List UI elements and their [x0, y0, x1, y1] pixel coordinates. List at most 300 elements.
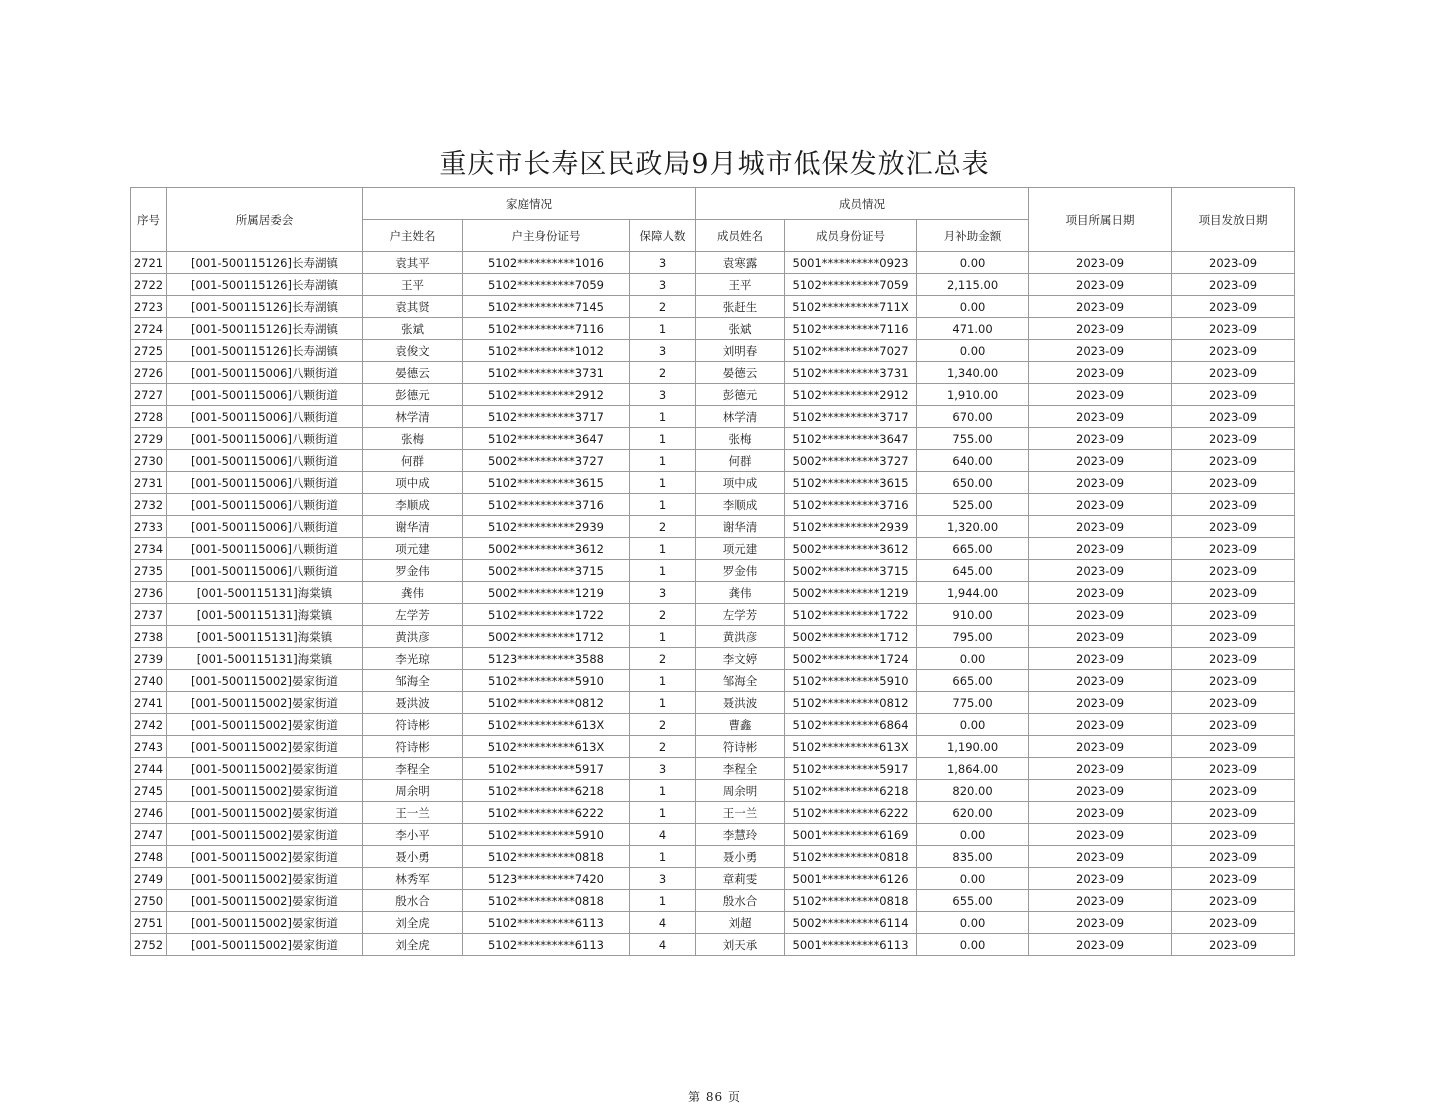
- cell-community: [001-500115002]晏家街道: [167, 868, 363, 890]
- table-row: [131, 362, 1295, 384]
- header-insured-count: 保障人数: [630, 220, 696, 252]
- header-head-id: 户主身份证号: [463, 220, 630, 252]
- cell-insured-count: 1: [630, 846, 696, 868]
- cell-project-date: 2023-09: [1029, 274, 1172, 296]
- cell-member-name: 聂洪波: [696, 692, 785, 714]
- cell-monthly-subsidy: 1,864.00: [917, 758, 1029, 780]
- cell-project-date: 2023-09: [1029, 582, 1172, 604]
- cell-community: [001-500115006]八颗街道: [167, 450, 363, 472]
- cell-insured-count: 3: [630, 582, 696, 604]
- cell-issue-date: 2023-09: [1172, 868, 1295, 890]
- cell-seq: 2737: [131, 604, 167, 626]
- cell-monthly-subsidy: 0.00: [917, 296, 1029, 318]
- cell-member-id: 5102**********3731: [785, 362, 917, 384]
- cell-head-id: 5102**********5910: [463, 824, 630, 846]
- cell-insured-count: 1: [630, 428, 696, 450]
- cell-member-name: 李文婷: [696, 648, 785, 670]
- table-row: [131, 538, 1295, 560]
- cell-head-name: 龚伟: [363, 582, 463, 604]
- cell-project-date: 2023-09: [1029, 296, 1172, 318]
- cell-community: [001-500115002]晏家街道: [167, 736, 363, 758]
- cell-head-id: 5102**********613X: [463, 736, 630, 758]
- cell-head-name: 项元建: [363, 538, 463, 560]
- cell-monthly-subsidy: 0.00: [917, 648, 1029, 670]
- cell-insured-count: 1: [630, 692, 696, 714]
- cell-seq: 2728: [131, 406, 167, 428]
- cell-member-name: 曹鑫: [696, 714, 785, 736]
- header-family-group: 家庭情况: [363, 188, 696, 220]
- cell-member-name: 王平: [696, 274, 785, 296]
- cell-head-name: 符诗彬: [363, 714, 463, 736]
- header-member-id: 成员身份证号: [785, 220, 917, 252]
- cell-community: [001-500115126]长寿湖镇: [167, 318, 363, 340]
- cell-monthly-subsidy: 525.00: [917, 494, 1029, 516]
- cell-member-name: 项中成: [696, 472, 785, 494]
- cell-insured-count: 1: [630, 802, 696, 824]
- cell-head-id: 5102**********3647: [463, 428, 630, 450]
- header-project-date: 项目所属日期: [1029, 188, 1172, 252]
- cell-member-id: 5001**********0923: [785, 252, 917, 274]
- cell-seq: 2730: [131, 450, 167, 472]
- cell-head-name: 邹海全: [363, 670, 463, 692]
- cell-monthly-subsidy: 2,115.00: [917, 274, 1029, 296]
- cell-member-name: 晏德云: [696, 362, 785, 384]
- cell-community: [001-500115131]海棠镇: [167, 582, 363, 604]
- cell-monthly-subsidy: 0.00: [917, 868, 1029, 890]
- cell-member-id: 5001**********6126: [785, 868, 917, 890]
- header-member-name: 成员姓名: [696, 220, 785, 252]
- cell-member-id: 5102**********5910: [785, 670, 917, 692]
- table-row: [131, 890, 1295, 912]
- table-body: [131, 252, 1295, 956]
- cell-head-name: 罗金伟: [363, 560, 463, 582]
- cell-issue-date: 2023-09: [1172, 670, 1295, 692]
- cell-head-name: 李光琼: [363, 648, 463, 670]
- cell-community: [001-500115002]晏家街道: [167, 890, 363, 912]
- cell-member-id: 5002**********3715: [785, 560, 917, 582]
- cell-head-name: 李顺成: [363, 494, 463, 516]
- cell-project-date: 2023-09: [1029, 692, 1172, 714]
- cell-head-name: 何群: [363, 450, 463, 472]
- cell-issue-date: 2023-09: [1172, 582, 1295, 604]
- cell-head-id: 5102**********6222: [463, 802, 630, 824]
- cell-community: [001-500115126]长寿湖镇: [167, 340, 363, 362]
- cell-head-name: 聂洪波: [363, 692, 463, 714]
- cell-member-name: 李程全: [696, 758, 785, 780]
- cell-member-id: 5002**********3612: [785, 538, 917, 560]
- cell-monthly-subsidy: 0.00: [917, 340, 1029, 362]
- cell-project-date: 2023-09: [1029, 362, 1172, 384]
- cell-project-date: 2023-09: [1029, 318, 1172, 340]
- cell-head-id: 5123**********7420: [463, 868, 630, 890]
- cell-issue-date: 2023-09: [1172, 648, 1295, 670]
- cell-insured-count: 3: [630, 758, 696, 780]
- cell-issue-date: 2023-09: [1172, 736, 1295, 758]
- cell-head-name: 张斌: [363, 318, 463, 340]
- cell-head-name: 周余明: [363, 780, 463, 802]
- header-issue-date: 项目发放日期: [1172, 188, 1295, 252]
- cell-monthly-subsidy: 1,944.00: [917, 582, 1029, 604]
- cell-head-id: 5102**********7145: [463, 296, 630, 318]
- cell-issue-date: 2023-09: [1172, 296, 1295, 318]
- cell-insured-count: 2: [630, 714, 696, 736]
- cell-member-name: 林学清: [696, 406, 785, 428]
- cell-insured-count: 1: [630, 406, 696, 428]
- cell-member-id: 5002**********3727: [785, 450, 917, 472]
- cell-head-name: 黄洪彦: [363, 626, 463, 648]
- cell-member-id: 5102**********3716: [785, 494, 917, 516]
- cell-head-name: 袁俊文: [363, 340, 463, 362]
- cell-member-id: 5102**********3647: [785, 428, 917, 450]
- cell-seq: 2749: [131, 868, 167, 890]
- table-row: [131, 560, 1295, 582]
- table-row: [131, 384, 1295, 406]
- cell-member-name: 聂小勇: [696, 846, 785, 868]
- cell-monthly-subsidy: 665.00: [917, 538, 1029, 560]
- cell-issue-date: 2023-09: [1172, 428, 1295, 450]
- cell-member-id: 5102**********0818: [785, 890, 917, 912]
- cell-community: [001-500115131]海棠镇: [167, 604, 363, 626]
- cell-insured-count: 1: [630, 318, 696, 340]
- table-row: [131, 626, 1295, 648]
- cell-monthly-subsidy: 835.00: [917, 846, 1029, 868]
- cell-project-date: 2023-09: [1029, 714, 1172, 736]
- cell-seq: 2743: [131, 736, 167, 758]
- cell-project-date: 2023-09: [1029, 890, 1172, 912]
- cell-insured-count: 1: [630, 890, 696, 912]
- cell-project-date: 2023-09: [1029, 758, 1172, 780]
- table-row: [131, 516, 1295, 538]
- header-community: 所属居委会: [167, 188, 363, 252]
- table-row: [131, 296, 1295, 318]
- cell-community: [001-500115131]海棠镇: [167, 648, 363, 670]
- cell-project-date: 2023-09: [1029, 604, 1172, 626]
- cell-community: [001-500115006]八颗街道: [167, 494, 363, 516]
- cell-community: [001-500115002]晏家街道: [167, 758, 363, 780]
- cell-project-date: 2023-09: [1029, 648, 1172, 670]
- cell-member-name: 谢华清: [696, 516, 785, 538]
- cell-insured-count: 3: [630, 274, 696, 296]
- cell-member-id: 5102**********2939: [785, 516, 917, 538]
- cell-head-name: 晏德云: [363, 362, 463, 384]
- cell-insured-count: 1: [630, 472, 696, 494]
- cell-member-name: 符诗彬: [696, 736, 785, 758]
- cell-head-id: 5102**********0818: [463, 846, 630, 868]
- cell-member-id: 5102**********6864: [785, 714, 917, 736]
- table-row: [131, 692, 1295, 714]
- cell-member-id: 5001**********6169: [785, 824, 917, 846]
- cell-head-id: 5102**********2912: [463, 384, 630, 406]
- cell-seq: 2729: [131, 428, 167, 450]
- cell-monthly-subsidy: 910.00: [917, 604, 1029, 626]
- cell-project-date: 2023-09: [1029, 516, 1172, 538]
- cell-project-date: 2023-09: [1029, 868, 1172, 890]
- cell-member-name: 周余明: [696, 780, 785, 802]
- cell-head-name: 刘全虎: [363, 912, 463, 934]
- cell-head-id: 5102**********2939: [463, 516, 630, 538]
- cell-head-name: 王一兰: [363, 802, 463, 824]
- cell-head-id: 5102**********1722: [463, 604, 630, 626]
- cell-member-id: 5102**********0812: [785, 692, 917, 714]
- cell-member-name: 王一兰: [696, 802, 785, 824]
- table-row: [131, 780, 1295, 802]
- cell-seq: 2744: [131, 758, 167, 780]
- table-row: [131, 824, 1295, 846]
- cell-seq: 2732: [131, 494, 167, 516]
- cell-community: [001-500115002]晏家街道: [167, 714, 363, 736]
- cell-member-name: 刘天承: [696, 934, 785, 956]
- cell-head-id: 5102**********3716: [463, 494, 630, 516]
- cell-community: [001-500115006]八颗街道: [167, 428, 363, 450]
- cell-seq: 2735: [131, 560, 167, 582]
- cell-issue-date: 2023-09: [1172, 318, 1295, 340]
- cell-head-id: 5102**********3731: [463, 362, 630, 384]
- cell-member-name: 袁寒露: [696, 252, 785, 274]
- cell-member-id: 5102**********0818: [785, 846, 917, 868]
- table-row: [131, 670, 1295, 692]
- cell-monthly-subsidy: 0.00: [917, 824, 1029, 846]
- cell-member-id: 5002**********6114: [785, 912, 917, 934]
- cell-seq: 2751: [131, 912, 167, 934]
- cell-community: [001-500115002]晏家街道: [167, 780, 363, 802]
- cell-member-name: 刘明春: [696, 340, 785, 362]
- cell-member-name: 左学芳: [696, 604, 785, 626]
- cell-head-name: 袁其贤: [363, 296, 463, 318]
- cell-head-id: 5002**********3727: [463, 450, 630, 472]
- cell-seq: 2748: [131, 846, 167, 868]
- cell-head-id: 5102**********3717: [463, 406, 630, 428]
- cell-head-name: 左学芳: [363, 604, 463, 626]
- cell-seq: 2741: [131, 692, 167, 714]
- cell-project-date: 2023-09: [1029, 626, 1172, 648]
- cell-head-id: 5102**********0818: [463, 890, 630, 912]
- cell-insured-count: 4: [630, 824, 696, 846]
- cell-issue-date: 2023-09: [1172, 912, 1295, 934]
- table-row: [131, 428, 1295, 450]
- cell-issue-date: 2023-09: [1172, 714, 1295, 736]
- cell-member-id: 5102**********7027: [785, 340, 917, 362]
- cell-monthly-subsidy: 640.00: [917, 450, 1029, 472]
- cell-project-date: 2023-09: [1029, 384, 1172, 406]
- cell-issue-date: 2023-09: [1172, 472, 1295, 494]
- cell-head-id: 5102**********0812: [463, 692, 630, 714]
- cell-seq: 2723: [131, 296, 167, 318]
- cell-project-date: 2023-09: [1029, 406, 1172, 428]
- cell-monthly-subsidy: 620.00: [917, 802, 1029, 824]
- cell-community: [001-500115002]晏家街道: [167, 670, 363, 692]
- cell-member-id: 5102**********6218: [785, 780, 917, 802]
- table-row: [131, 274, 1295, 296]
- cell-seq: 2734: [131, 538, 167, 560]
- cell-issue-date: 2023-09: [1172, 802, 1295, 824]
- cell-member-id: 5102**********7116: [785, 318, 917, 340]
- table-row: [131, 472, 1295, 494]
- cell-member-name: 李顺成: [696, 494, 785, 516]
- cell-insured-count: 4: [630, 934, 696, 956]
- cell-head-name: 袁其平: [363, 252, 463, 274]
- cell-community: [001-500115006]八颗街道: [167, 538, 363, 560]
- table-row: [131, 846, 1295, 868]
- cell-community: [001-500115002]晏家街道: [167, 692, 363, 714]
- cell-head-id: 5102**********5910: [463, 670, 630, 692]
- cell-issue-date: 2023-09: [1172, 406, 1295, 428]
- cell-community: [001-500115006]八颗街道: [167, 362, 363, 384]
- cell-seq: 2724: [131, 318, 167, 340]
- cell-member-name: 章莉雯: [696, 868, 785, 890]
- table-row: [131, 648, 1295, 670]
- cell-head-id: 5102**********6113: [463, 934, 630, 956]
- table-row: [131, 318, 1295, 340]
- cell-member-name: 何群: [696, 450, 785, 472]
- cell-community: [001-500115006]八颗街道: [167, 384, 363, 406]
- cell-issue-date: 2023-09: [1172, 692, 1295, 714]
- cell-monthly-subsidy: 755.00: [917, 428, 1029, 450]
- cell-issue-date: 2023-09: [1172, 846, 1295, 868]
- page-number: 第 86 页: [688, 1090, 741, 1104]
- cell-member-id: 5102**********5917: [785, 758, 917, 780]
- cell-seq: 2727: [131, 384, 167, 406]
- cell-issue-date: 2023-09: [1172, 274, 1295, 296]
- cell-member-id: 5002**********1712: [785, 626, 917, 648]
- cell-monthly-subsidy: 670.00: [917, 406, 1029, 428]
- table-row: [131, 604, 1295, 626]
- cell-issue-date: 2023-09: [1172, 384, 1295, 406]
- cell-head-name: 殷水合: [363, 890, 463, 912]
- table-row: [131, 714, 1295, 736]
- cell-head-name: 刘全虎: [363, 934, 463, 956]
- cell-head-id: 5102**********1016: [463, 252, 630, 274]
- cell-seq: 2736: [131, 582, 167, 604]
- cell-insured-count: 1: [630, 494, 696, 516]
- cell-issue-date: 2023-09: [1172, 780, 1295, 802]
- table-row: [131, 252, 1295, 274]
- cell-community: [001-500115126]长寿湖镇: [167, 274, 363, 296]
- cell-issue-date: 2023-09: [1172, 494, 1295, 516]
- header-head-name: 户主姓名: [363, 220, 463, 252]
- cell-member-name: 殷水合: [696, 890, 785, 912]
- cell-monthly-subsidy: 471.00: [917, 318, 1029, 340]
- cell-community: [001-500115006]八颗街道: [167, 472, 363, 494]
- cell-insured-count: 2: [630, 362, 696, 384]
- cell-monthly-subsidy: 1,320.00: [917, 516, 1029, 538]
- cell-member-id: 5102**********7059: [785, 274, 917, 296]
- cell-member-id: 5001**********6113: [785, 934, 917, 956]
- cell-head-name: 彭德元: [363, 384, 463, 406]
- cell-head-id: 5102**********6113: [463, 912, 630, 934]
- cell-member-id: 5102**********1722: [785, 604, 917, 626]
- cell-insured-count: 1: [630, 450, 696, 472]
- cell-monthly-subsidy: 795.00: [917, 626, 1029, 648]
- cell-seq: 2752: [131, 934, 167, 956]
- cell-monthly-subsidy: 0.00: [917, 934, 1029, 956]
- cell-member-name: 龚伟: [696, 582, 785, 604]
- cell-member-id: 5102**********3615: [785, 472, 917, 494]
- cell-project-date: 2023-09: [1029, 450, 1172, 472]
- cell-insured-count: 1: [630, 560, 696, 582]
- cell-member-id: 5102**********2912: [785, 384, 917, 406]
- cell-head-name: 李程全: [363, 758, 463, 780]
- cell-head-id: 5002**********3715: [463, 560, 630, 582]
- cell-head-id: 5123**********3588: [463, 648, 630, 670]
- cell-community: [001-500115002]晏家街道: [167, 934, 363, 956]
- cell-issue-date: 2023-09: [1172, 934, 1295, 956]
- cell-member-name: 张梅: [696, 428, 785, 450]
- cell-insured-count: 1: [630, 538, 696, 560]
- cell-issue-date: 2023-09: [1172, 450, 1295, 472]
- cell-insured-count: 2: [630, 516, 696, 538]
- cell-project-date: 2023-09: [1029, 934, 1172, 956]
- cell-head-name: 谢华清: [363, 516, 463, 538]
- cell-seq: 2745: [131, 780, 167, 802]
- cell-insured-count: 3: [630, 384, 696, 406]
- cell-insured-count: 2: [630, 736, 696, 758]
- table-header: [131, 188, 1295, 252]
- cell-head-name: 林学清: [363, 406, 463, 428]
- cell-member-id: 5002**********1724: [785, 648, 917, 670]
- table-row: [131, 868, 1295, 890]
- cell-member-name: 李慧玲: [696, 824, 785, 846]
- cell-community: [001-500115002]晏家街道: [167, 912, 363, 934]
- cell-member-name: 彭德元: [696, 384, 785, 406]
- table-row: [131, 758, 1295, 780]
- cell-head-id: 5102**********6218: [463, 780, 630, 802]
- cell-head-name: 李小平: [363, 824, 463, 846]
- cell-seq: 2731: [131, 472, 167, 494]
- cell-community: [001-500115006]八颗街道: [167, 406, 363, 428]
- cell-community: [001-500115002]晏家街道: [167, 824, 363, 846]
- cell-seq: 2746: [131, 802, 167, 824]
- cell-seq: 2738: [131, 626, 167, 648]
- table-row: [131, 494, 1295, 516]
- cell-project-date: 2023-09: [1029, 252, 1172, 274]
- cell-head-name: 王平: [363, 274, 463, 296]
- cell-head-id: 5102**********1012: [463, 340, 630, 362]
- cell-issue-date: 2023-09: [1172, 516, 1295, 538]
- cell-project-date: 2023-09: [1029, 802, 1172, 824]
- cell-seq: 2721: [131, 252, 167, 274]
- header-monthly-subsidy: 月补助金额: [917, 220, 1029, 252]
- cell-project-date: 2023-09: [1029, 670, 1172, 692]
- cell-seq: 2750: [131, 890, 167, 912]
- cell-community: [001-500115131]海棠镇: [167, 626, 363, 648]
- cell-member-id: 5002**********1219: [785, 582, 917, 604]
- cell-issue-date: 2023-09: [1172, 340, 1295, 362]
- cell-project-date: 2023-09: [1029, 560, 1172, 582]
- cell-insured-count: 3: [630, 868, 696, 890]
- cell-member-name: 罗金伟: [696, 560, 785, 582]
- cell-head-id: 5002**********1219: [463, 582, 630, 604]
- cell-issue-date: 2023-09: [1172, 758, 1295, 780]
- cell-monthly-subsidy: 0.00: [917, 252, 1029, 274]
- cell-community: [001-500115006]八颗街道: [167, 560, 363, 582]
- cell-member-name: 张赶生: [696, 296, 785, 318]
- cell-project-date: 2023-09: [1029, 428, 1172, 450]
- cell-insured-count: 4: [630, 912, 696, 934]
- cell-monthly-subsidy: 775.00: [917, 692, 1029, 714]
- cell-monthly-subsidy: 665.00: [917, 670, 1029, 692]
- table-row: [131, 736, 1295, 758]
- cell-head-id: 5102**********613X: [463, 714, 630, 736]
- cell-project-date: 2023-09: [1029, 494, 1172, 516]
- cell-community: [001-500115126]长寿湖镇: [167, 296, 363, 318]
- cell-head-id: 5102**********7059: [463, 274, 630, 296]
- cell-project-date: 2023-09: [1029, 912, 1172, 934]
- header-member-group: 成员情况: [696, 188, 1029, 220]
- cell-member-name: 张斌: [696, 318, 785, 340]
- cell-head-name: 张梅: [363, 428, 463, 450]
- table-row: [131, 450, 1295, 472]
- cell-project-date: 2023-09: [1029, 736, 1172, 758]
